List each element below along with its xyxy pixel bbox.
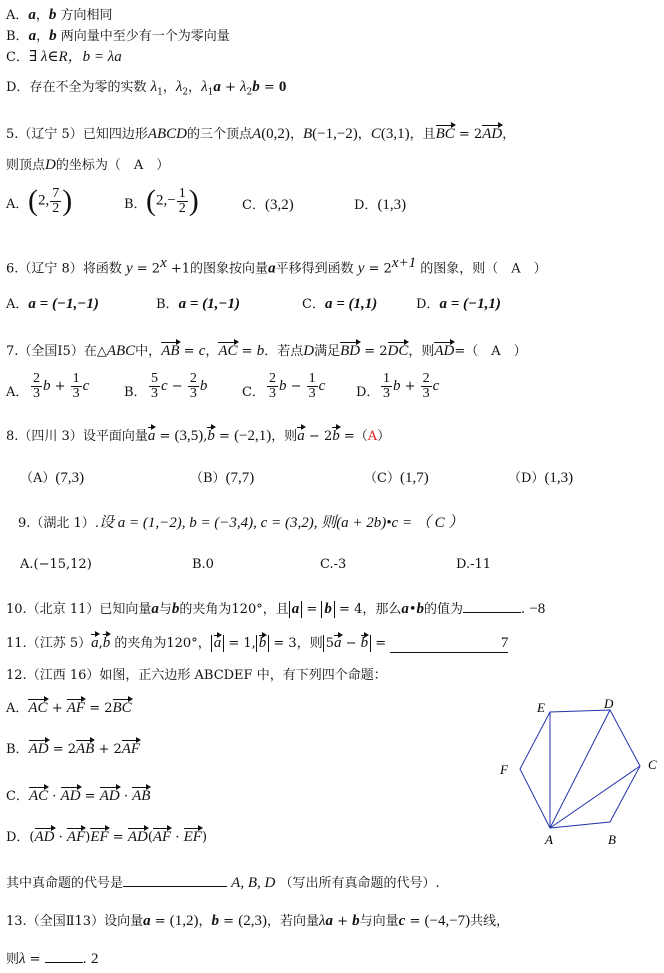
q9-stem: 9.（湖北 1）.设 a = (1,−2), b = (−3,4), c = (3,2), 则(a + 2b)•c = （ C ） [18, 515, 464, 531]
q4-option-d: D．存在不全为零的实数 $\lambda_1$，$\lambda_2$，$\lambda_1a + \lambda_2b = 0$ [6, 79, 287, 98]
q8-stem: 8.（四川 3）设平面向量a = (3,5),b = (−2,1)，则a − 2b =（A） [6, 428, 391, 444]
q4-option-b: B．a，b 两向量中至少有一个为零向量 [6, 28, 230, 44]
vertex-label-c: C [648, 757, 657, 772]
q12-conclusion: 其中真命题的代号是 A, B, D （写出所有真命题的代号）. [6, 872, 440, 893]
q5-line2: 则顶点D的坐标为（ A ） [6, 157, 170, 173]
q12-proposition-d: D．(AD · AF)EF = AD(AF · EF) [6, 829, 208, 845]
vertex-label-b: B [608, 832, 616, 847]
q10-stem: 10.（北京 11）已知向量a与b的夹角为120°，且 a = b = 4，那么a•b的值为 . −8 [6, 598, 545, 619]
vertex-label-a: A [545, 832, 553, 847]
q5-stem: 5.（辽宁 5）已知四边形ABCD的三个顶点A(0,2)，B(−1,−2)，C(3,1)，且BC = 2AD， [6, 126, 516, 142]
vertex-label-e: E [537, 700, 545, 715]
vertex-label-f: F [500, 762, 508, 777]
q4-option-c: C．∃ λ∈R，b = λa [6, 49, 122, 65]
q13-stem: 13.（全国Ⅱ13）设向量a = (1,2)，b = (2,3)，若向量λa + b与向量c = (−4,−7)共线， [6, 913, 510, 929]
q11-stem: 11.（江苏 5）a,b 的夹角为120°， a = 1, b = 3，则 5a − b = 7 [6, 635, 509, 651]
q12-proposition-c: C．AC · AD = AD · AB [6, 788, 151, 804]
q12-proposition-a: A．AC + AF = 2BC [6, 700, 132, 716]
q12-proposition-b: B．AD = 2AB + 2AF [6, 741, 141, 757]
q12-stem: 12.（江西 16）如图，正六边形 ABCDEF 中，有下列四个命题： [6, 668, 387, 683]
q13-line2: 则λ = . 2 [6, 948, 98, 969]
q7-stem: 7.（全国Ⅰ5）在△ABC中，AB = c，AC = b．若点D满足BD = 2DC，则AD=（ A ） [6, 343, 527, 359]
vertex-label-d: D [604, 696, 614, 711]
hexagon-figure [490, 695, 660, 855]
q4-option-a: A．a，b 方向相同 [6, 7, 113, 23]
q6-stem: 6.（辽宁 8）将函数 $y = 2^x +1$的图象按向量a平移得到函数 $y = 2^{x+1}$ 的图象，则（ A ） [6, 255, 547, 277]
